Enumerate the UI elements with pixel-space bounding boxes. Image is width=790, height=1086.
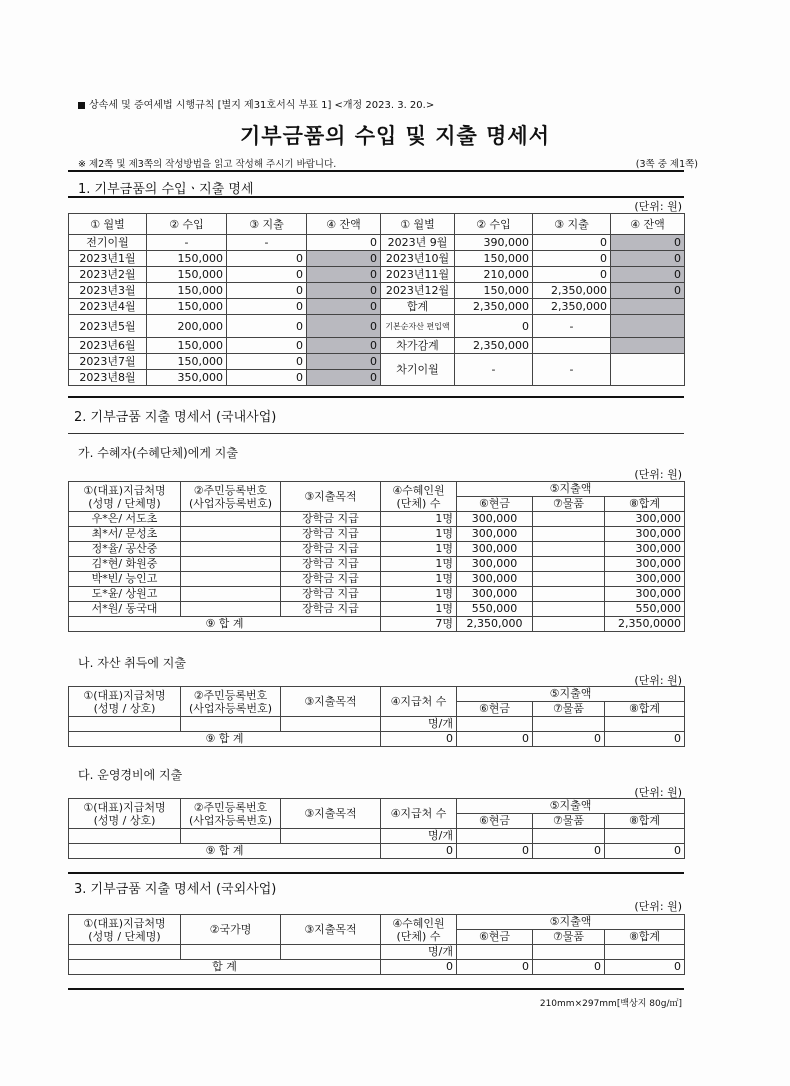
net-asset-label: 기본순자산 편입액 xyxy=(381,315,455,338)
table-row: 2023년4월 150,000 0 0 합계 2,350,000 2,350,000 xyxy=(69,299,685,315)
asset-expense-table xyxy=(68,686,685,747)
table-row: 정*율/ 공산중 장학금 지급 1명 300,000 300,000 xyxy=(69,542,685,557)
section1-title: 1. 기부금품의 수입ㆍ지출 명세 xyxy=(78,182,254,197)
divider xyxy=(68,433,684,434)
table-row: 명/개 xyxy=(69,945,685,960)
table-row: 2023년6월 150,000 0 0 차가감계 2,350,000 xyxy=(69,338,685,354)
divider xyxy=(68,170,684,172)
table-row: 명/개 xyxy=(69,829,685,844)
table-header-row: ⑥현금 ⑦물품 ⑧합계 xyxy=(69,930,685,945)
overseas-expense-table xyxy=(68,914,685,975)
total-row: ⑨ 합 계 7명 2,350,000 2,350,0000 xyxy=(69,617,685,632)
table-header-row: ①(대표)지급처명 (성명 / 상호) ②주민등록번호 (사업자등록번호) ③지출목적 ④지급처 수 ⑤지출액 xyxy=(69,799,685,814)
paper-spec: 210mm×297mm[백상지 80g/㎡] xyxy=(539,999,682,1009)
divider xyxy=(68,988,684,990)
table-row: 박*빈/ 능인고 장학금 지급 1명 300,000 300,000 xyxy=(69,572,685,587)
table-header-row: ⑥현금 ⑦물품 ⑧합계 xyxy=(69,497,685,512)
section1-unit: (단위: 원) xyxy=(634,200,682,213)
table-row: 2023년8월 350,000 0 0 xyxy=(69,370,685,386)
section2b-title: 나. 자산 취득에 지출 xyxy=(78,656,186,670)
table-header-row: ①(대표)지급처명 (성명 / 단체명) ②국가명 ③지출목적 ④수혜인원 (단체) 수 ⑤지출액 xyxy=(69,915,685,930)
table-header-row: ①(대표)지급처명 (성명 / 상호) ②주민등록번호 (사업자등록번호) ③지출목적 ④지급처 수 ⑤지출액 xyxy=(69,687,685,702)
table-row: 서*원/ 동국대 장학금 지급 1명 550,000 550,000 xyxy=(69,602,685,617)
table-row: 명/개 xyxy=(69,717,685,732)
divider xyxy=(68,872,684,874)
table-header-row: ⑥현금 ⑦물품 ⑧합계 xyxy=(69,702,685,717)
total-row: 합 계 0 0 0 0 xyxy=(69,960,685,975)
table-row: 김*현/ 화원중 장학금 지급 1명 300,000 300,000 xyxy=(69,557,685,572)
section2c-unit: (단위: 원) xyxy=(634,786,682,799)
total-row: ⑨ 합 계 0 0 0 0 xyxy=(69,732,685,747)
table-row: 도*윤/ 상원고 장학금 지급 1명 300,000 300,000 xyxy=(69,587,685,602)
instruction-note: ※ 제2쪽 및 제3쪽의 작성방법을 읽고 작성해 주시기 바랍니다. xyxy=(78,159,337,170)
section3-unit: (단위: 원) xyxy=(634,900,682,913)
table-row: 2023년5월 200,000 0 0 기본순자산 편입액 0 - xyxy=(69,315,685,338)
table-row: 2023년2월 150,000 0 0 2023년11월 210,000 0 0 xyxy=(69,267,685,283)
table-row: 전기이월 - - 0 2023년 9월 390,000 0 0 xyxy=(69,235,685,251)
total-label: 합계 xyxy=(381,299,455,315)
table-header-row: ① 월별 ② 수입 ③ 지출 ④ 잔액 ① 월별 ② 수입 ③ 지출 ④ 잔액 xyxy=(69,214,685,235)
section2a-title: 가. 수혜자(수혜단체)에게 지출 xyxy=(78,446,238,460)
beneficiary-expense-table xyxy=(68,481,685,632)
page-title: 기부금품의 수입 및 지출 명세서 xyxy=(240,124,550,148)
table-row: 우*은/ 서도초 장학금 지급 1명 300,000 300,000 xyxy=(69,512,685,527)
law-reference: 상속세 및 증여세법 시행규칙 [별지 제31호서식 부표 1] <개정 2023. 3. 20.> xyxy=(78,96,434,111)
section2b-unit: (단위: 원) xyxy=(634,674,682,687)
section2-title: 2. 기부금품 지출 명세서 (국내사업) xyxy=(74,410,277,425)
table-header-row: ⑥현금 ⑦물품 ⑧합계 xyxy=(69,814,685,829)
section2a-unit: (단위: 원) xyxy=(634,468,682,481)
page-number: (3쪽 중 제1쪽) xyxy=(635,159,698,170)
total-row: ⑨ 합 계 0 0 0 0 xyxy=(69,844,685,859)
table-row: 2023년1월 150,000 0 0 2023년10월 150,000 0 0 xyxy=(69,251,685,267)
section2c-title: 다. 운영경비에 지출 xyxy=(78,768,183,782)
table-header-row: ①(대표)지급처명 (성명 / 단체명) ②주민등록번호 (사업자등록번호) ③지출목적 ④수혜인원 (단체) 수 ⑤지출액 xyxy=(69,482,685,497)
income-expense-table xyxy=(68,213,685,386)
square-bullet-icon xyxy=(78,102,85,109)
operating-expense-table xyxy=(68,798,685,859)
section3-title: 3. 기부금품 지출 명세서 (국외사업) xyxy=(74,882,277,897)
carry-label: 차기이월 xyxy=(381,354,455,386)
divider xyxy=(68,196,684,198)
table-row: 2023년7월 150,000 0 0 차기이월 - - xyxy=(69,354,685,370)
table-row: 최*서/ 문성초 장학금 지급 1명 300,000 300,000 xyxy=(69,527,685,542)
table-row: 2023년3월 150,000 0 0 2023년12월 150,000 2,350,000 0 xyxy=(69,283,685,299)
diff-label: 차가감계 xyxy=(381,338,455,354)
divider xyxy=(68,396,684,398)
